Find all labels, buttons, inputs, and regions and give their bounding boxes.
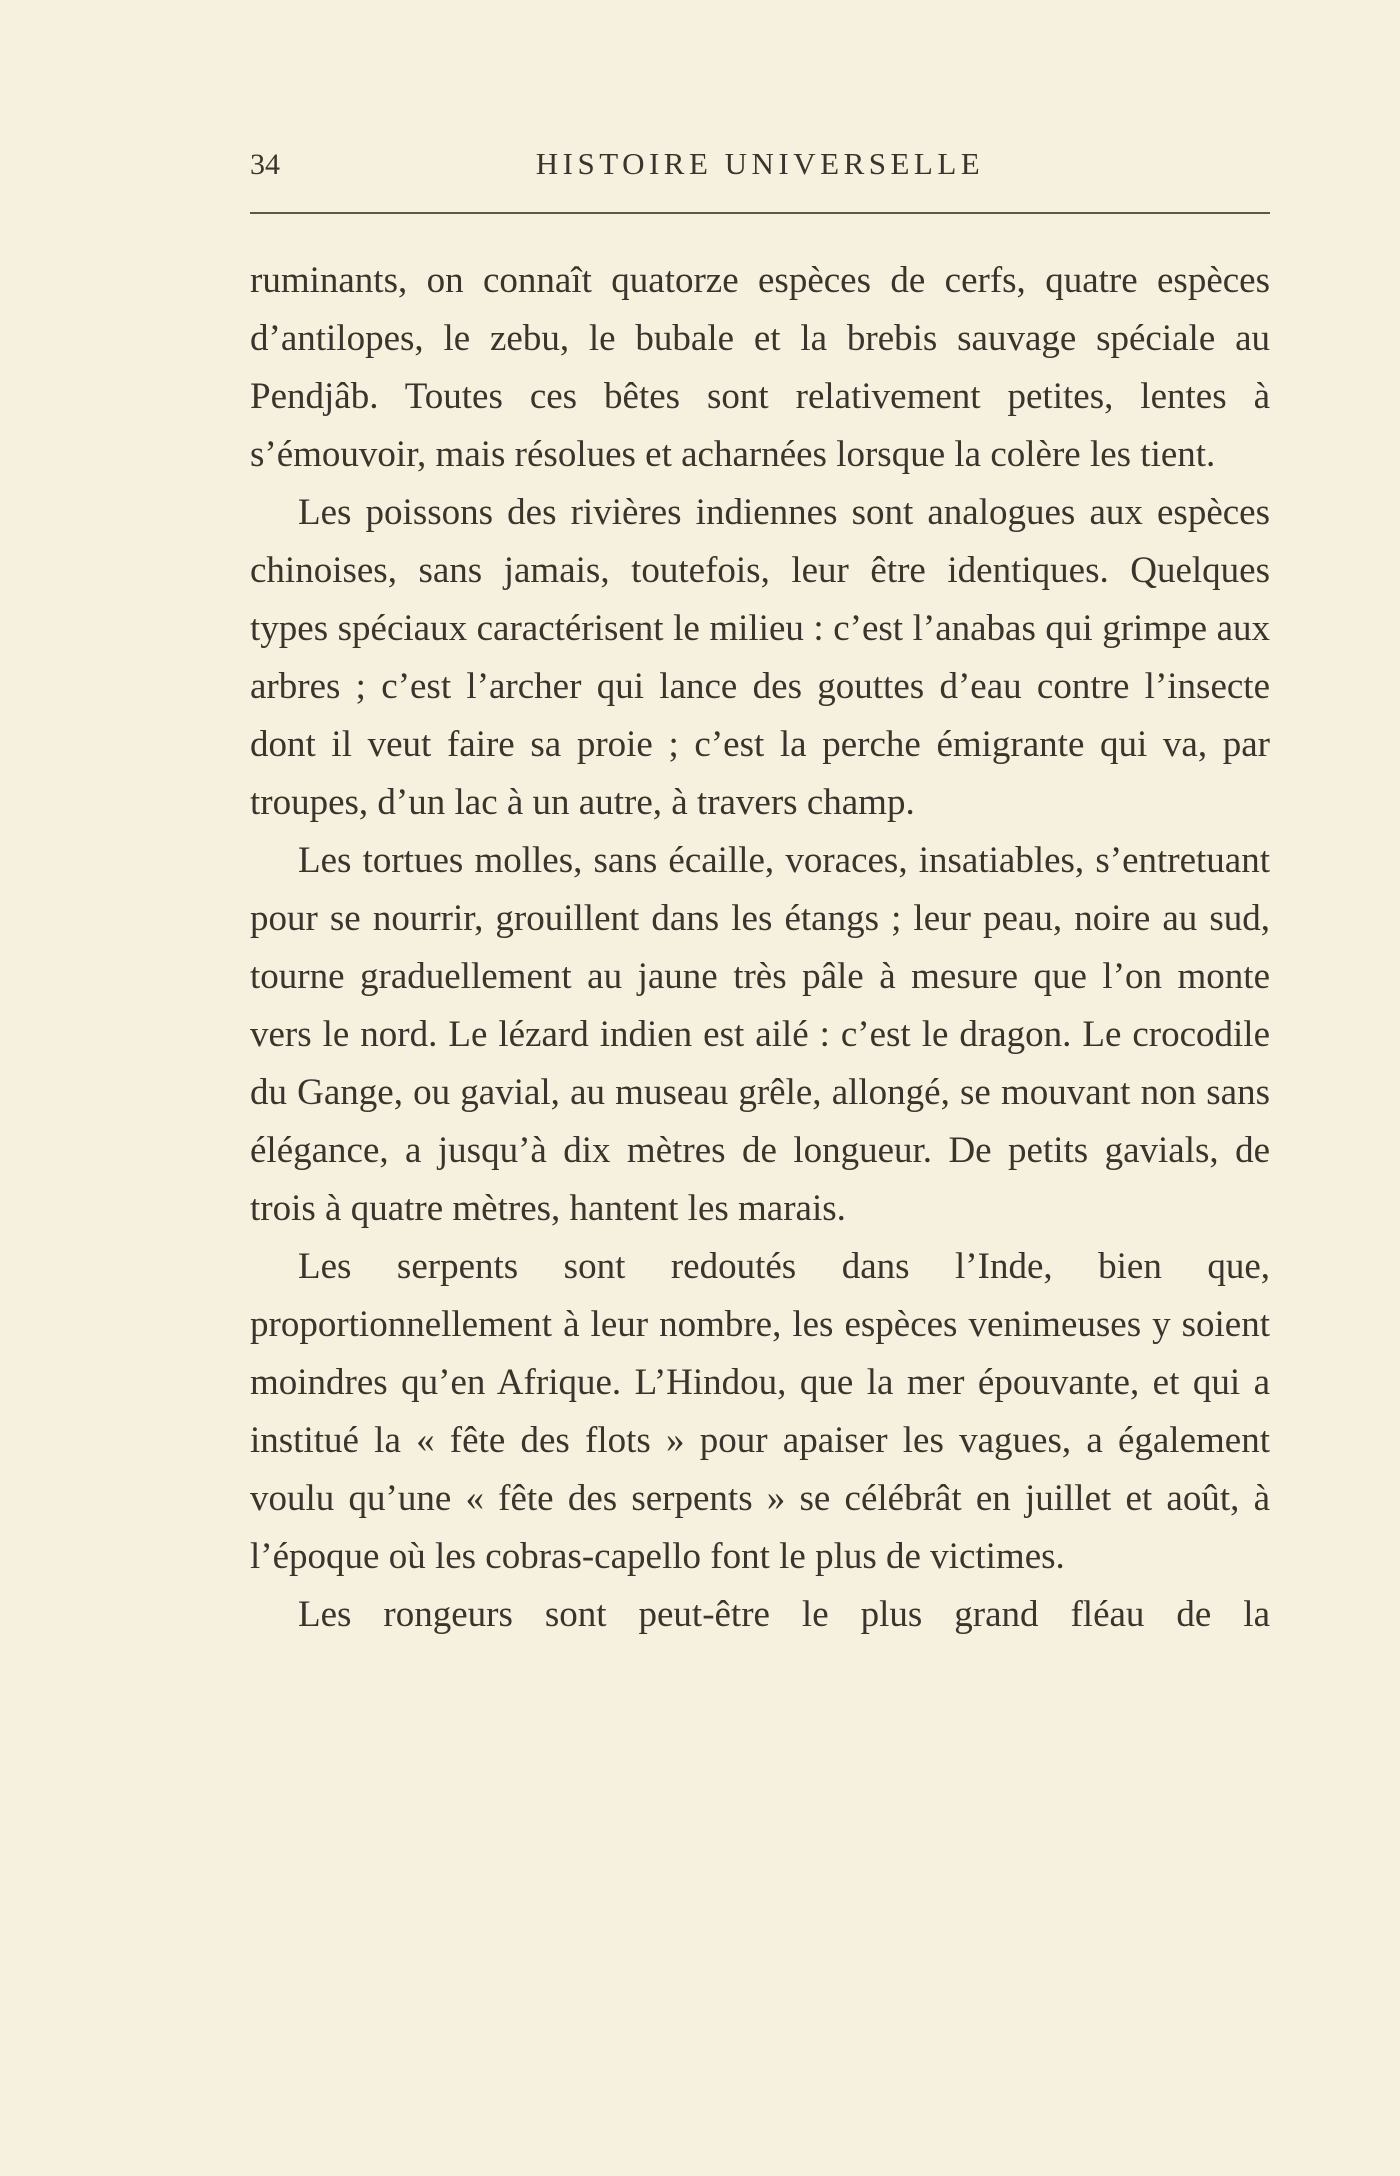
running-title: HISTOIRE UNIVERSELLE — [535, 146, 985, 181]
paragraph-ruminants: ruminants, on connaît quatorze espèces de cerfs, quatre espèces d’antilopes, le zebu, le bubale et la brebis sauvage spéciale au Pendjâb. Toutes ces bêtes sont relativement petites, lentes à s’émouvoir, mais résolues et acharnées lorsque la colère les tient. — [250, 260, 1270, 475]
page-number: 34 — [250, 148, 280, 181]
page-header — [250, 140, 1270, 190]
body-text — [250, 252, 1270, 1644]
paragraph-tortues: Les tortues molles, sans écaille, voraces, insatiables, s’entretuant pour se nourrir, grouillent dans les étangs ; leur peau, noire au sud, tourne graduellement au jaune très pâle à mesure que l’on monte vers le nord. Le lézard indien est ailé : c’est le dragon. Le crocodile du Gange, ou gavial, au museau grêle, allongé, se mouvant non sans élégance, a jusqu’à dix mètres de longueur. De petits gavials, de trois à quatre mètres, hantent les marais. — [250, 840, 1270, 1229]
paragraph-poissons: Les poissons des rivières indiennes sont analogues aux espèces chinoises, sans jamais, toutefois, leur être identiques. Quelques types spéciaux caractérisent le milieu : c’est l’anabas qui grimpe aux arbres ; c’est l’archer qui lance des gouttes d’eau contre l’insecte dont il veut faire sa proie ; c’est la perche émigrante qui va, par troupes, d’un lac à un autre, à travers champ. — [250, 492, 1270, 823]
paragraph-serpents: Les serpents sont redoutés dans l’Inde, bien que, proportionnellement à leur nombre, les espèces venimeuses y soient moindres qu’en Afrique. L’Hindou, que la mer épouvante, et qui a institué la « fête des flots » pour apaiser les vagues, a également voulu qu’une « fête des serpents » se célébrât en juillet et août, à l’époque où les cobras-capello font le plus de victimes. — [250, 1246, 1270, 1577]
paragraph-rongeurs: Les rongeurs sont peut-être le plus grand fléau de la — [298, 1594, 1270, 1635]
header-rule — [250, 212, 1270, 214]
